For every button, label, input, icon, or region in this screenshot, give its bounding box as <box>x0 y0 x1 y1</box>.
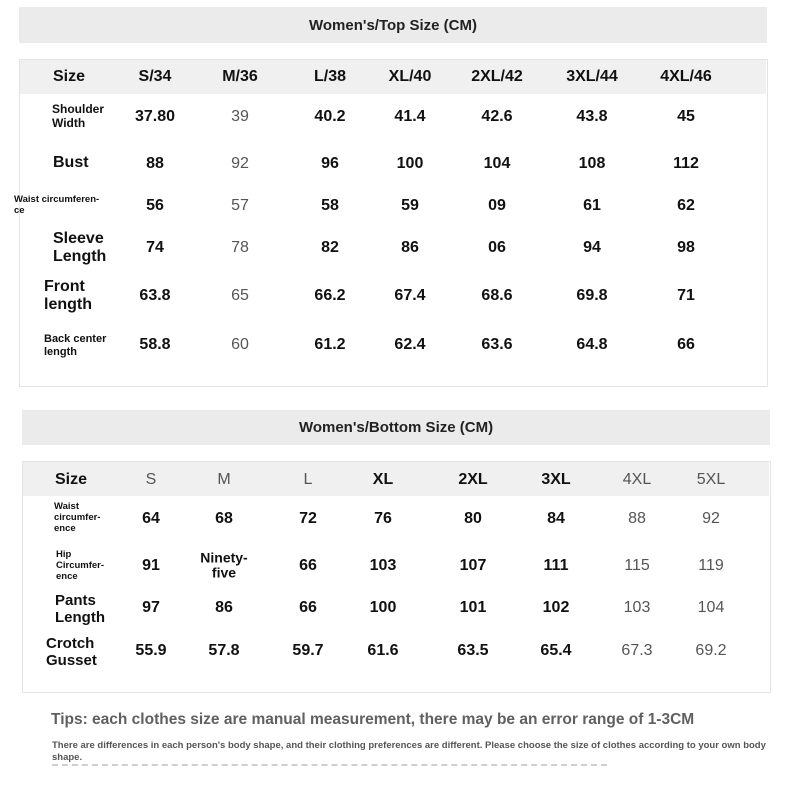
top-value-cell: 37.80 <box>134 108 176 126</box>
bottom-value-cell: 72 <box>299 510 317 528</box>
top-value-cell: 67.4 <box>394 287 426 305</box>
top-row-label: Shoulder Width <box>52 102 105 130</box>
top-header-cell: 3XL/44 <box>566 68 618 86</box>
top-value-cell: 09 <box>488 197 506 215</box>
top-row-label: Back center length <box>44 333 107 358</box>
bottom-header-cell: 5XL <box>696 471 726 489</box>
body-shape-note: There are differences in each person's body shape, and their clothing preferences are different. Please choose the size of clothes according to your own body shape. <box>52 740 766 763</box>
bottom-value-cell: 104 <box>697 599 725 617</box>
bottom-value-cell: 57.8 <box>208 642 240 660</box>
top-value-cell: 61.2 <box>314 336 346 354</box>
top-table-title: Women's/Top Size (CM) <box>19 7 767 43</box>
top-value-cell: 69.8 <box>576 287 608 305</box>
tips-text: Tips: each clothes size are manual measurement, there may be an error range of 1-3CM <box>51 711 695 728</box>
bottom-value-cell: 65.4 <box>540 642 572 660</box>
bottom-value-cell: 97 <box>142 599 160 617</box>
bottom-row-label: Waist circumfer- ence <box>54 501 101 534</box>
bottom-header-cell: S <box>145 471 157 489</box>
bottom-value-cell: 76 <box>374 510 392 528</box>
top-value-cell: 92 <box>231 155 249 173</box>
bottom-value-cell: Ninety- five <box>200 549 248 581</box>
divider <box>52 764 607 766</box>
top-value-cell: 39 <box>231 108 249 126</box>
bottom-header-cell: 2XL <box>458 471 488 489</box>
bottom-header-cell: Size <box>54 471 88 489</box>
bottom-row-label: Crotch Gusset <box>46 635 97 670</box>
bottom-value-cell: 67.3 <box>621 642 653 660</box>
bottom-header-cell: M <box>217 471 231 489</box>
top-value-cell: 82 <box>321 239 339 257</box>
top-value-cell: 56 <box>146 197 164 215</box>
top-value-cell: 96 <box>321 155 339 173</box>
bottom-value-cell: 92 <box>702 510 720 528</box>
top-value-cell: 65 <box>231 287 249 305</box>
top-value-cell: 58.8 <box>139 336 171 354</box>
top-value-cell: 45 <box>677 108 695 126</box>
top-value-cell: 57 <box>231 197 249 215</box>
top-value-cell: 60 <box>231 336 249 354</box>
bottom-row-label: Hip Circumfer- ence <box>56 549 105 582</box>
bottom-header-cell: L <box>303 471 313 489</box>
top-header-cell: Size <box>52 68 86 86</box>
top-value-cell: 42.6 <box>481 108 513 126</box>
bottom-table-title: Women's/Bottom Size (CM) <box>22 410 770 445</box>
top-row-label: Waist circumferen- ce <box>14 194 100 216</box>
top-value-cell: 68.6 <box>481 287 513 305</box>
top-row-label: Front length <box>44 278 92 314</box>
top-value-cell: 112 <box>673 155 699 173</box>
bottom-value-cell: 100 <box>369 599 397 617</box>
bottom-value-cell: 69.2 <box>695 642 727 660</box>
bottom-row-label: Pants Length <box>55 592 105 627</box>
bottom-value-cell: 59.7 <box>292 642 324 660</box>
bottom-value-cell: 107 <box>459 557 487 575</box>
top-header-cell: L/38 <box>313 68 347 86</box>
bottom-value-cell: 111 <box>543 557 569 575</box>
top-value-cell: 43.8 <box>576 108 608 126</box>
top-value-cell: 86 <box>401 239 419 257</box>
bottom-value-cell: 115 <box>624 557 650 575</box>
top-value-cell: 104 <box>483 155 511 173</box>
top-value-cell: 63.8 <box>139 287 171 305</box>
bottom-value-cell: 55.9 <box>135 642 167 660</box>
top-header-cell: M/36 <box>222 68 258 86</box>
bottom-value-cell: 63.5 <box>457 642 489 660</box>
top-value-cell: 108 <box>578 155 606 173</box>
top-value-cell: 63.6 <box>481 336 513 354</box>
top-row-label: Bust <box>53 154 89 171</box>
top-value-cell: 58 <box>321 197 339 215</box>
bottom-header-row <box>23 462 769 496</box>
bottom-value-cell: 102 <box>542 599 570 617</box>
top-value-cell: 78 <box>231 239 249 257</box>
bottom-header-cell: 3XL <box>541 471 571 489</box>
top-value-cell: 64.8 <box>576 336 608 354</box>
top-value-cell: 59 <box>401 197 419 215</box>
bottom-value-cell: 86 <box>215 599 233 617</box>
top-value-cell: 62.4 <box>394 336 426 354</box>
top-row-label: Sleeve Length <box>53 230 107 266</box>
bottom-value-cell: 84 <box>547 510 565 528</box>
top-header-cell: 2XL/42 <box>471 68 523 86</box>
bottom-value-cell: 119 <box>698 557 724 575</box>
top-header-cell: 4XL/46 <box>660 68 712 86</box>
bottom-header-cell: XL <box>372 471 394 489</box>
top-value-cell: 100 <box>396 155 424 173</box>
top-value-cell: 66 <box>677 336 695 354</box>
bottom-value-cell: 66 <box>299 557 317 575</box>
top-value-cell: 74 <box>146 239 164 257</box>
top-value-cell: 40.2 <box>314 108 346 126</box>
bottom-value-cell: 61.6 <box>367 642 399 660</box>
top-value-cell: 88 <box>146 155 164 173</box>
top-header-cell: XL/40 <box>388 68 432 86</box>
bottom-value-cell: 103 <box>369 557 397 575</box>
bottom-header-cell: 4XL <box>622 471 652 489</box>
top-value-cell: 71 <box>677 287 695 305</box>
bottom-value-cell: 66 <box>299 599 317 617</box>
top-header-cell: S/34 <box>138 68 172 86</box>
bottom-value-cell: 101 <box>459 599 487 617</box>
top-value-cell: 94 <box>583 239 601 257</box>
bottom-value-cell: 80 <box>464 510 482 528</box>
bottom-value-cell: 68 <box>215 510 233 528</box>
bottom-value-cell: 64 <box>142 510 160 528</box>
bottom-value-cell: 91 <box>142 557 160 575</box>
top-value-cell: 06 <box>488 239 506 257</box>
bottom-value-cell: 103 <box>623 599 651 617</box>
top-value-cell: 62 <box>677 197 695 215</box>
top-value-cell: 41.4 <box>394 108 426 126</box>
top-value-cell: 66.2 <box>314 287 346 305</box>
top-value-cell: 98 <box>677 239 695 257</box>
top-value-cell: 61 <box>583 197 601 215</box>
bottom-value-cell: 88 <box>628 510 646 528</box>
